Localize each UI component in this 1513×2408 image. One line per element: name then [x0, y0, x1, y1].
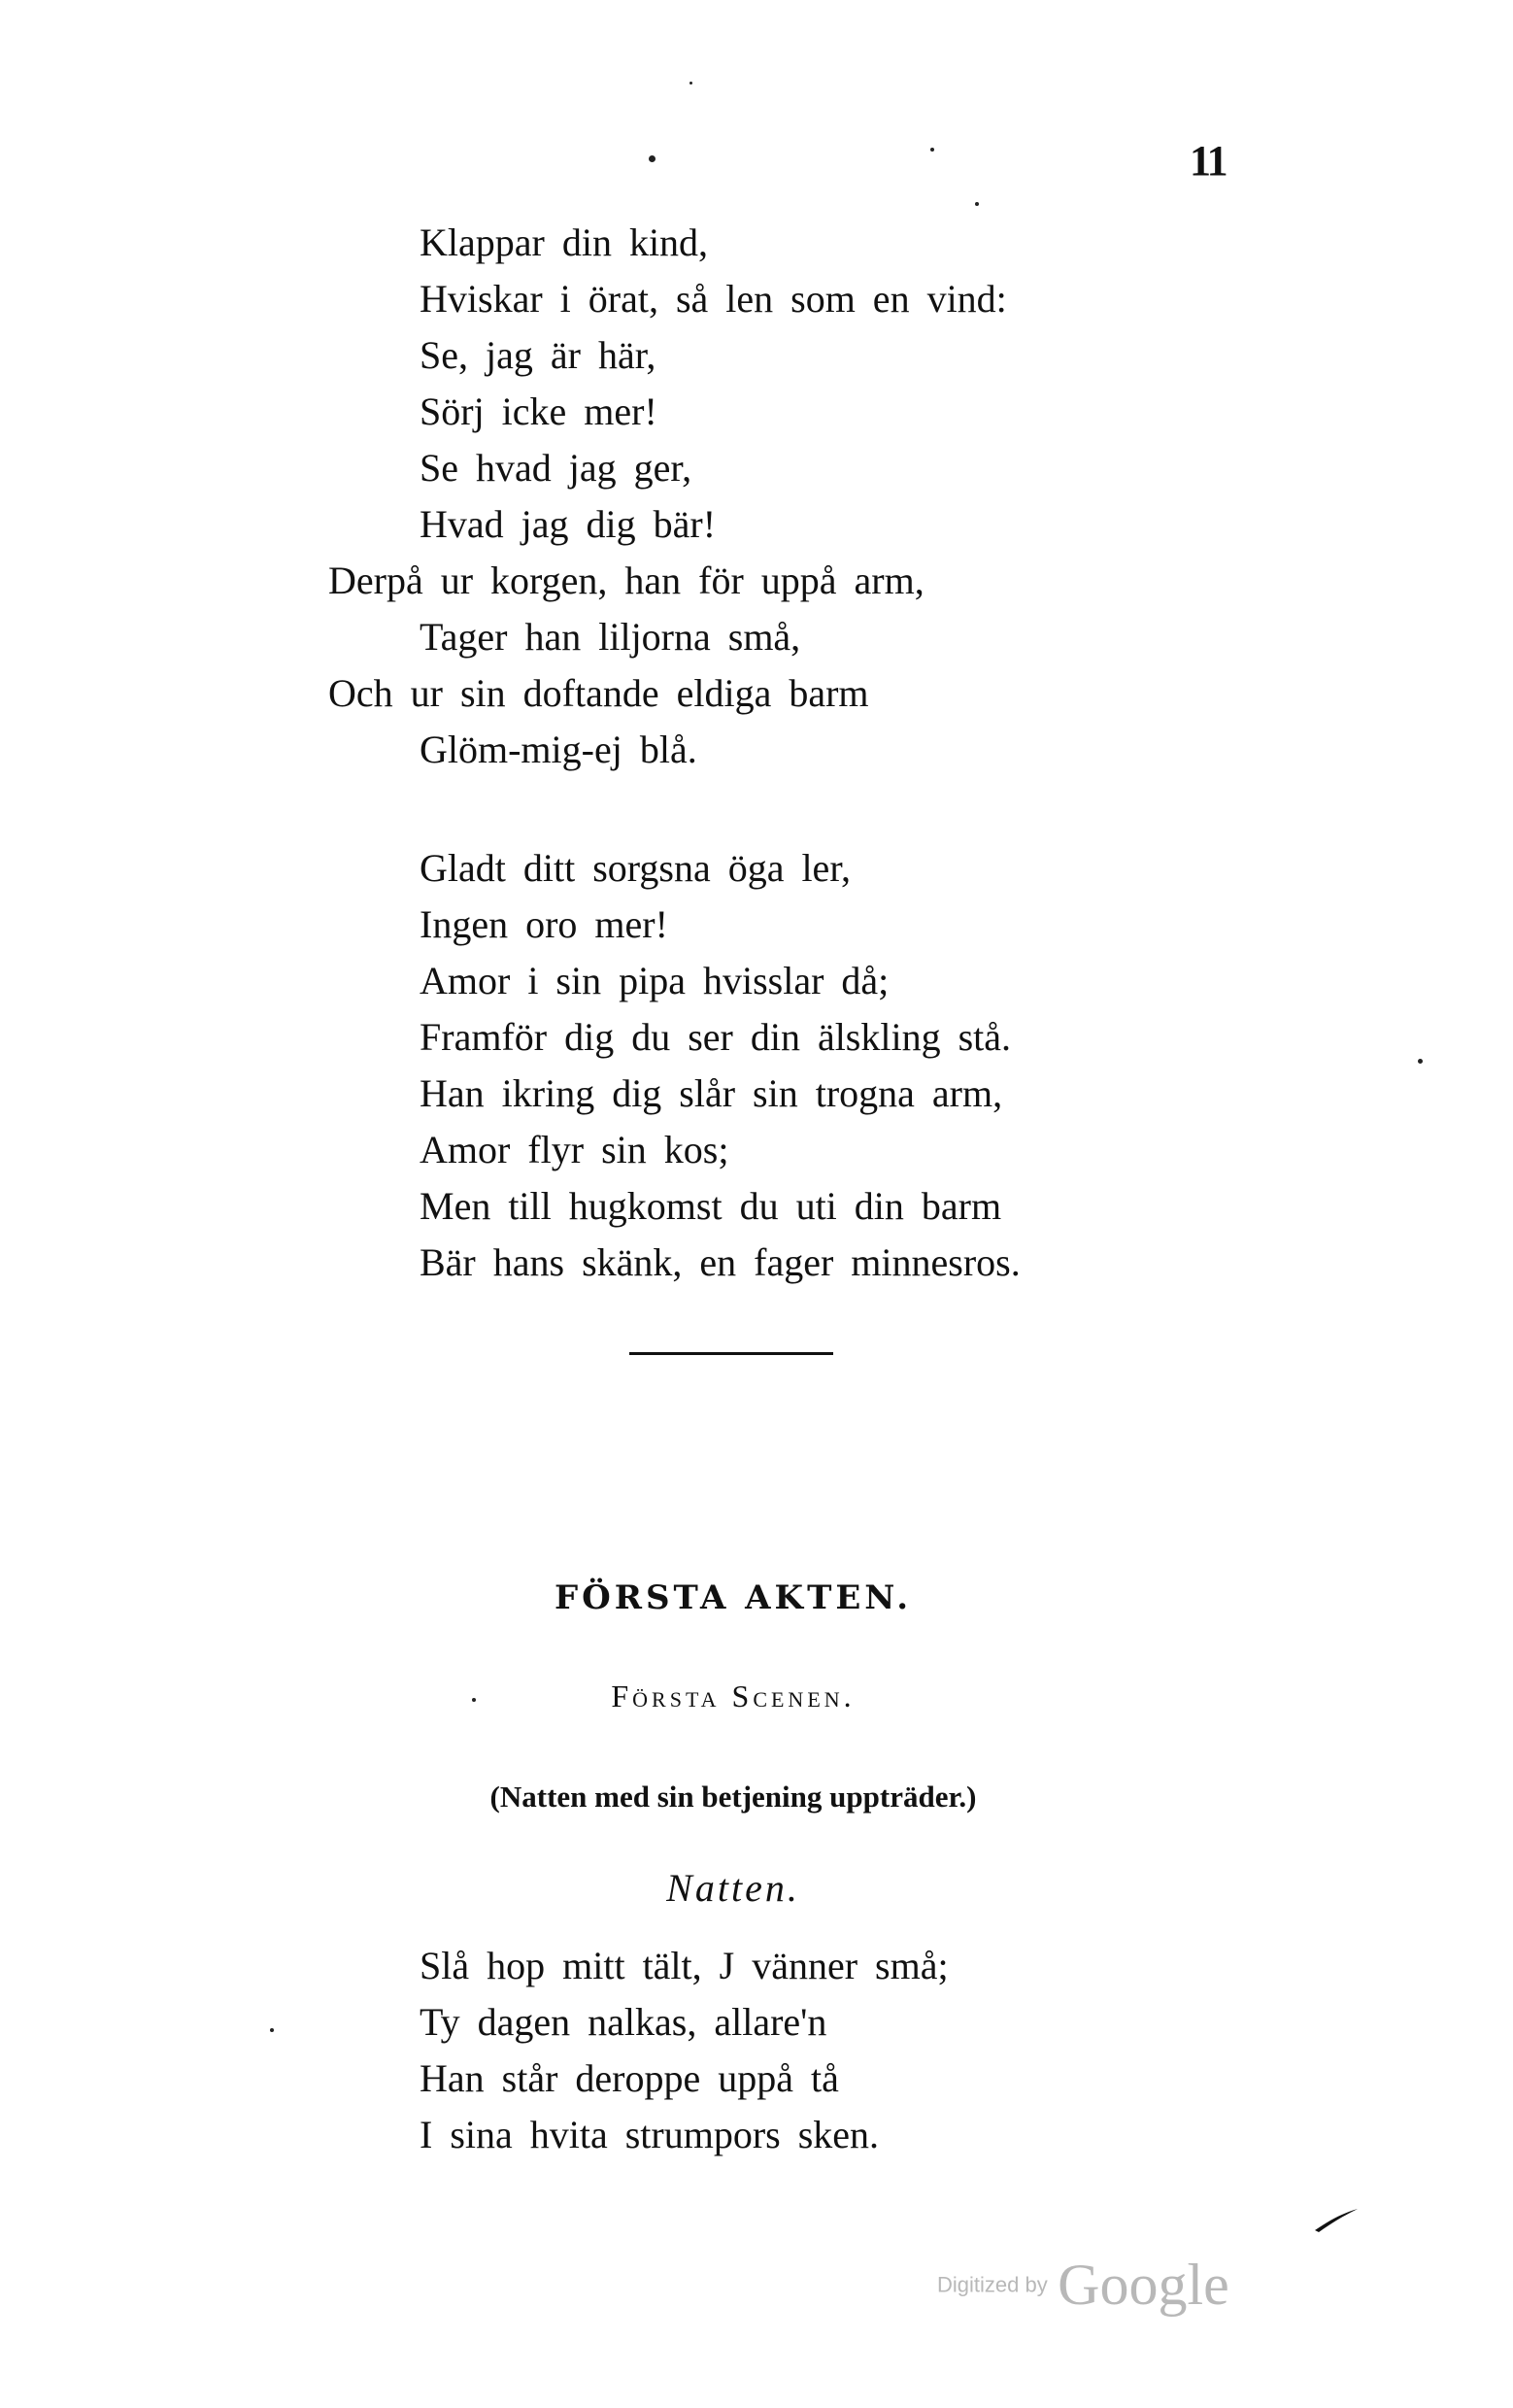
verse-line: Gladt ditt sorgsna öga ler, [420, 846, 852, 890]
verse-line: I sina hvita strumpors sken. [420, 2113, 880, 2156]
ink-speck [649, 155, 656, 162]
ink-speck [472, 1698, 476, 1702]
speaker-name: Natten. [666, 1866, 800, 1910]
verse-line: Ingen oro mer! [420, 902, 668, 946]
verse-line: Amor flyr sin kos; [420, 1128, 729, 1171]
watermark-brand: Google [1058, 2253, 1229, 2317]
verse-line: Bär hans skänk, en fager minnesros. [420, 1240, 1021, 1284]
verse-line: Sörj icke mer! [420, 390, 657, 433]
verse-line: Derpå ur korgen, han för uppå arm, [328, 559, 925, 602]
pen-mark [1313, 2205, 1362, 2234]
ink-speck [1418, 1059, 1423, 1064]
act-title: FÖRSTA AKTEN. [554, 1578, 913, 1617]
ink-speck [270, 2028, 274, 2032]
scene-title: Första Scenen. [611, 1679, 856, 1713]
verse-line: Hvad jag dig bär! [420, 502, 717, 546]
verse-line: Tager han liljorna små, [420, 615, 801, 659]
page-number: 11 [1190, 137, 1227, 185]
verse-line: Se, jag är här, [420, 333, 656, 377]
ink-speck [689, 82, 692, 85]
ink-speck [930, 148, 934, 152]
ink-speck [975, 202, 979, 206]
verse-line: Amor i sin pipa hvisslar då; [420, 959, 890, 1002]
verse-line: Framför dig du ser din älskling stå. [420, 1015, 1012, 1059]
verse-line: Slå hop mitt tält, J vänner små; [420, 1944, 949, 1987]
verse-line: Ty dagen nalkas, allare'n [420, 2000, 827, 2044]
verse-line: Men till hugkomst du uti din barm [420, 1184, 1002, 1228]
verse-line: Han står deroppe uppå tå [420, 2056, 839, 2100]
verse-line: Han ikring dig slår sin trogna arm, [420, 1071, 1003, 1115]
stage-direction: (Natten med sin betjening uppträder.) [489, 1780, 977, 1814]
watermark-prefix: Digitized by [937, 2272, 1048, 2297]
verse-line: Se hvad jag ger, [420, 446, 692, 490]
section-divider [629, 1352, 833, 1355]
verse-line: Klappar din kind, [420, 220, 709, 264]
verse-line: Hviskar i örat, så len som en vind: [420, 277, 1007, 321]
digitized-watermark [937, 2252, 1229, 2319]
verse-line: Och ur sin doftande eldiga barm [328, 671, 869, 715]
verse-line: Glöm-mig-ej blå. [420, 728, 697, 771]
